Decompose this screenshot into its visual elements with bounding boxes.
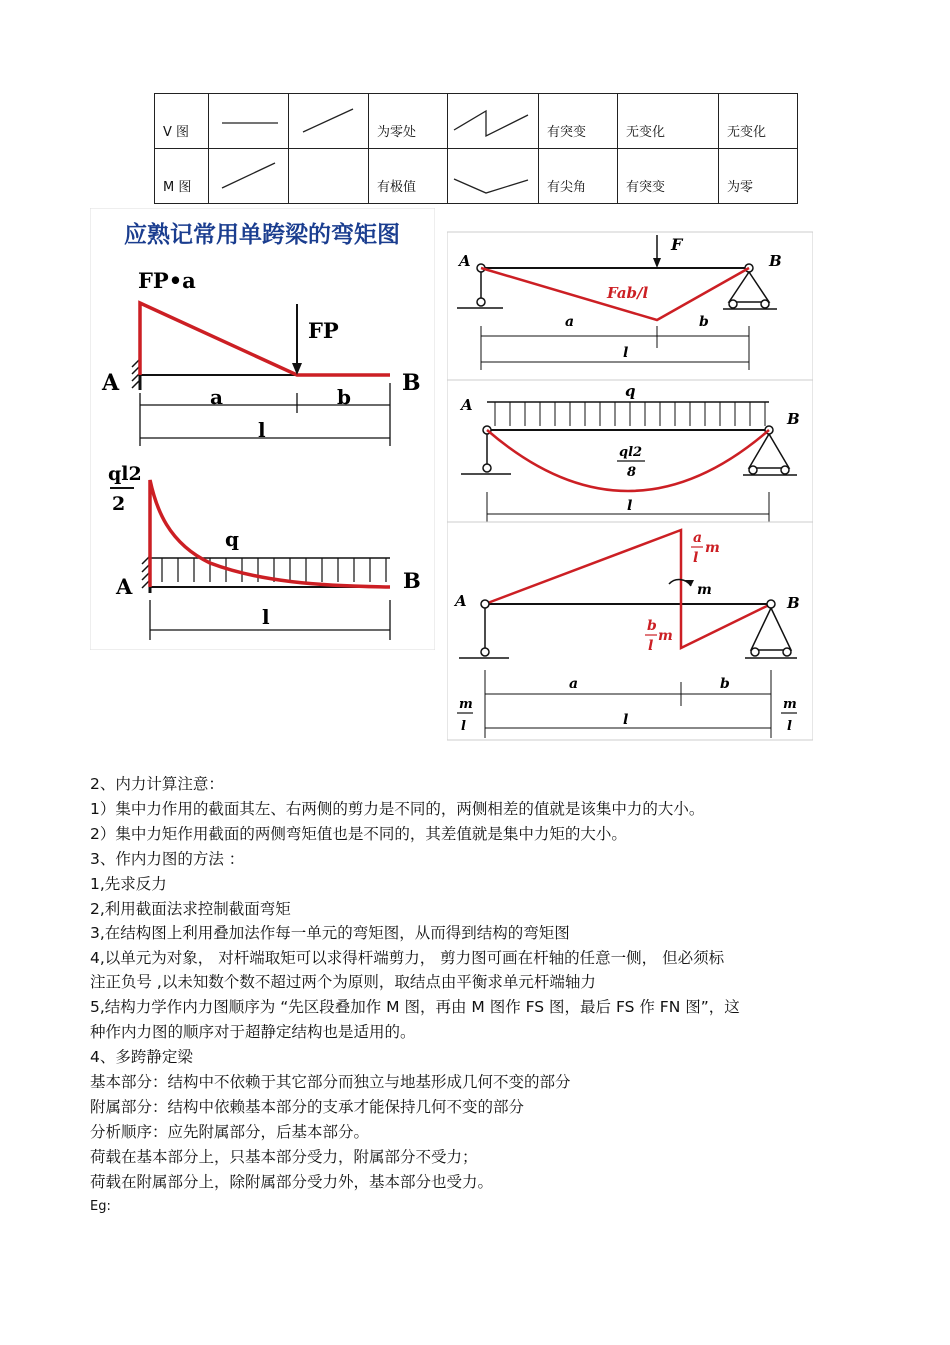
m-zero-text: 为零 xyxy=(727,180,754,195)
method-2: 2,利用截面法求控制截面弯矩 xyxy=(90,900,291,918)
label-top-m: m xyxy=(705,540,720,556)
simple-beam-uniform-load xyxy=(447,380,813,522)
m-jump-text: 有突变 xyxy=(626,180,666,195)
figure-title: 应熟记常用单跨梁的弯矩图 xyxy=(124,221,400,248)
definition-attached: 附属部分：结构中依赖基本部分的支承才能保持几何不变的部分 xyxy=(90,1098,525,1116)
label-seg-a-3: a xyxy=(565,314,575,330)
method-1: 1,先求反力 xyxy=(90,875,167,893)
label-seg-b-1: b xyxy=(337,385,351,409)
label-seg-a-1: a xyxy=(210,385,223,409)
v-nochange-text-2: 无变化 xyxy=(727,125,767,140)
label-ql2-8-num: ql2 xyxy=(619,445,643,460)
v-jump-icon xyxy=(448,94,539,149)
label-ql2: ql2 xyxy=(108,463,142,485)
label-a-end-2: A xyxy=(116,574,133,599)
figure-simple-beam-moments xyxy=(447,230,813,742)
label-span-3: l xyxy=(623,345,629,361)
reference-table xyxy=(154,93,798,204)
label-two: 2 xyxy=(112,493,126,515)
v-nochange-text-1: 无变化 xyxy=(626,125,666,140)
label-ql2-8-den: 8 xyxy=(627,465,637,480)
label-b-end-2: B xyxy=(403,568,421,593)
v-zero-text: 为零处 xyxy=(377,125,417,140)
label-react-right-num: m xyxy=(783,697,797,712)
v-jump-text: 有突变 xyxy=(547,125,587,140)
m-slope-icon xyxy=(209,149,289,204)
label-b-end-3: B xyxy=(769,252,782,270)
label-fp-a: FP•a xyxy=(138,268,196,293)
method-5a: 5,结构力学作内力图顺序为 “先区段叠加作 M 图，再由 M 图作 FS 图，最后 FS 作 FN 图”，这 xyxy=(90,998,740,1016)
method-3: 3,在结构图上利用叠加法作每一单元的弯矩图，从而得到结构的弯矩图 xyxy=(90,924,570,942)
v-slope-icon xyxy=(289,94,369,149)
label-seg-b-3: b xyxy=(699,314,709,330)
load-rule-2: 荷载在附属部分上，除附属部分受力外，基本部分也受力。 xyxy=(90,1173,494,1191)
label-react-right-den: l xyxy=(787,719,792,734)
table-row-v xyxy=(155,94,798,149)
row-label-v: V 图 xyxy=(163,125,190,140)
label-a-end-5: A xyxy=(455,592,467,610)
definition-basic: 基本部分：结构中不依赖于其它部分而独立与地基形成几何不变的部分 xyxy=(90,1073,571,1091)
label-b-end-1: B xyxy=(402,370,421,396)
m-extreme-text: 有极值 xyxy=(377,180,417,195)
analysis-order: 分析顺序：应先附属部分，后基本部分。 xyxy=(90,1123,370,1141)
section-heading-3: 3、作内力图的方法 ： xyxy=(90,850,245,868)
label-span-1: l xyxy=(258,418,266,442)
label-bot-num: b xyxy=(647,618,657,634)
row-label-m: M 图 xyxy=(163,180,192,195)
label-fab-l: Fab/l xyxy=(607,284,649,302)
label-react-left-num: m xyxy=(459,697,473,712)
v-constant-icon xyxy=(209,94,289,149)
label-a-end-4: A xyxy=(461,396,473,414)
table-row-m xyxy=(155,149,798,204)
method-4b: 注正负号 ,以未知数个数不超过两个为原则，取结点由平衡求单元杆端轴力 xyxy=(90,973,596,991)
label-span-5: l xyxy=(623,712,629,728)
label-top-num: a xyxy=(693,530,703,546)
label-bot-den: l xyxy=(648,638,654,654)
label-f: F xyxy=(671,235,683,254)
label-bot-m: m xyxy=(658,628,673,644)
label-top-den: l xyxy=(693,550,699,566)
label-seg-b-5: b xyxy=(720,676,730,692)
label-b-end-4: B xyxy=(787,410,800,428)
label-b-end-5: B xyxy=(787,594,800,612)
simple-beam-couple xyxy=(447,522,813,740)
section-heading-2: 2、内力计算注意： xyxy=(90,775,224,793)
note-2: 2）集中力矩作用截面的两侧弯矩值也是不同的，其差值就是集中力矩的大小。 xyxy=(90,825,627,843)
method-4a: 4,以单元为对象， 对杆端取矩可以求得杆端剪力， 剪力图可画在杆轴的任意一侧， 但必须标 xyxy=(90,949,725,967)
label-a-end-1: A xyxy=(102,370,120,396)
label-a-end-3: A xyxy=(459,252,471,270)
method-5b: 种作内力图的顺序对于超静定结构也是适用的。 xyxy=(90,1023,416,1041)
label-fp: FP xyxy=(308,318,339,343)
m-kink-text: 有尖角 xyxy=(547,180,587,195)
simple-beam-point-load xyxy=(447,232,813,380)
label-span-2: l xyxy=(262,605,270,629)
label-seg-a-5: a xyxy=(569,676,579,692)
label-couple-m: m xyxy=(697,582,712,598)
label-span-4: l xyxy=(627,498,633,514)
example-label: Eg: xyxy=(90,1199,111,1214)
section-heading-4: 4、多跨静定梁 xyxy=(90,1048,193,1066)
m-empty-cell xyxy=(289,149,369,204)
label-q-2: q xyxy=(625,382,636,400)
label-q-1: q xyxy=(225,527,239,551)
note-1: 1）集中力作用的截面其左、右两侧的剪力是不同的，两侧相差的值就是该集中力的大小。 xyxy=(90,800,705,818)
m-kink-icon xyxy=(448,149,539,204)
figure-cantilever-moments xyxy=(90,208,435,650)
load-rule-1: 荷载在基本部分上，只基本部分受力，附属部分不受力； xyxy=(90,1148,478,1166)
label-react-left-den: l xyxy=(461,719,466,734)
